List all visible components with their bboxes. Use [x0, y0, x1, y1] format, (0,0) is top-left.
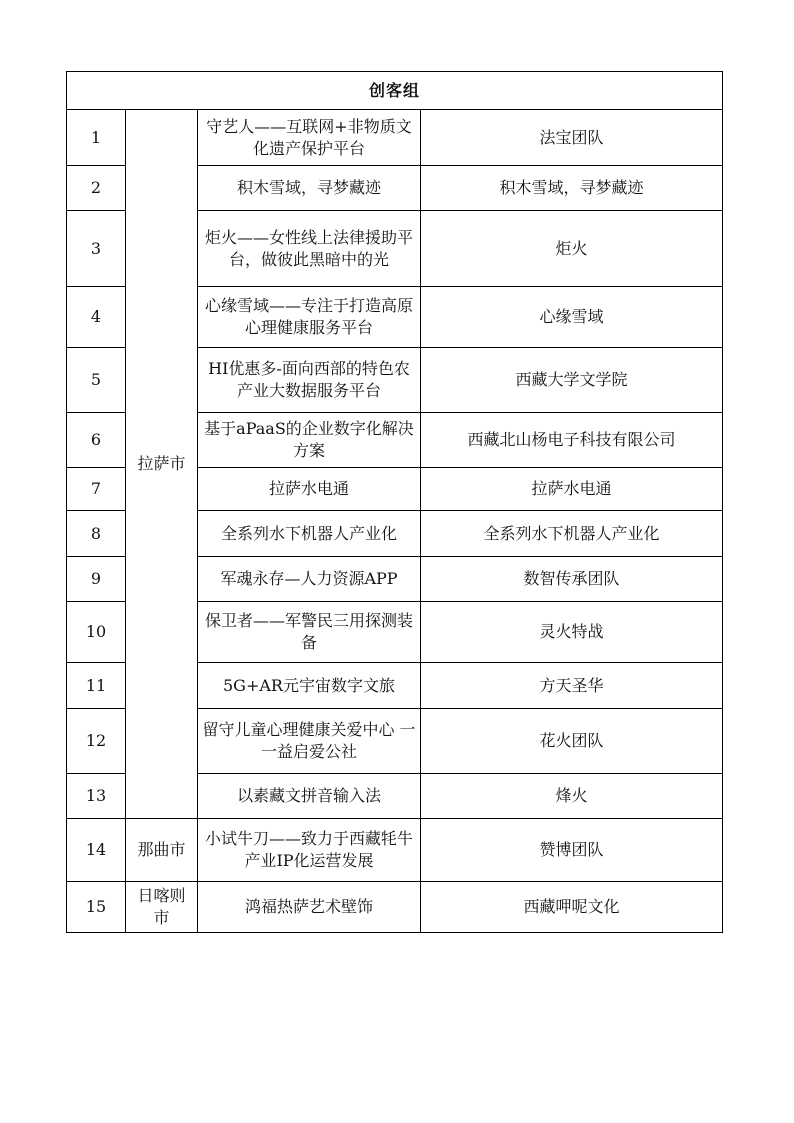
team-name: 西藏大学文学院: [421, 348, 723, 413]
project-name: 保卫者——军警民三用探测装备: [198, 602, 421, 663]
project-name: 积木雪域，寻梦藏迹: [198, 166, 421, 211]
project-name: 心缘雪域——专注于打造高原心理健康服务平台: [198, 287, 421, 348]
city-cell-naqu: 那曲市: [126, 819, 198, 882]
table-title: 创客组: [67, 72, 723, 110]
team-name: 赞博团队: [421, 819, 723, 882]
team-name: 数智传承团队: [421, 557, 723, 602]
project-name: HI优惠多-面向西部的特色农产业大数据服务平台: [198, 348, 421, 413]
team-name: 烽火: [421, 774, 723, 819]
row-number: 12: [67, 709, 126, 774]
row-number: 6: [67, 413, 126, 468]
row-number: 14: [67, 819, 126, 882]
project-name: 守艺人——互联网+非物质文化遗产保护平台: [198, 110, 421, 166]
row-number: 7: [67, 468, 126, 511]
team-name: 灵火特战: [421, 602, 723, 663]
row-number: 9: [67, 557, 126, 602]
row-number: 3: [67, 211, 126, 287]
project-name: 以素藏文拼音输入法: [198, 774, 421, 819]
team-name: 炬火: [421, 211, 723, 287]
project-name: 全系列水下机器人产业化: [198, 511, 421, 557]
row-number: 8: [67, 511, 126, 557]
team-name: 花火团队: [421, 709, 723, 774]
project-name: 炬火——女性线上法律援助平台，做彼此黑暗中的光: [198, 211, 421, 287]
row-number: 15: [67, 882, 126, 933]
team-name: 法宝团队: [421, 110, 723, 166]
row-number: 5: [67, 348, 126, 413]
table-title-row: [67, 72, 723, 110]
table-row: [67, 110, 723, 166]
project-name: 5G+AR元宇宙数字文旅: [198, 663, 421, 709]
row-number: 2: [67, 166, 126, 211]
team-name: 西藏北山杨电子科技有限公司: [421, 413, 723, 468]
row-number: 10: [67, 602, 126, 663]
project-name: 拉萨水电通: [198, 468, 421, 511]
row-number: 4: [67, 287, 126, 348]
project-name: 基于aPaaS的企业数字化解决方案: [198, 413, 421, 468]
team-name: 方天圣华: [421, 663, 723, 709]
maker-group-table: [66, 71, 723, 933]
row-number: 1: [67, 110, 126, 166]
city-cell-lasa: 拉萨市: [126, 110, 198, 819]
city-cell-rikaze: 日喀则市: [126, 882, 198, 933]
row-number: 13: [67, 774, 126, 819]
project-name: 小试牛刀——致力于西藏牦牛产业IP化运营发展: [198, 819, 421, 882]
team-name: 心缘雪域: [421, 287, 723, 348]
team-name: 西藏呷呢文化: [421, 882, 723, 933]
row-number: 11: [67, 663, 126, 709]
project-name: 鸿福热萨艺术壁饰: [198, 882, 421, 933]
team-name: 积木雪域，寻梦藏迹: [421, 166, 723, 211]
team-name: 拉萨水电通: [421, 468, 723, 511]
table-row: [67, 819, 723, 882]
table-row: [67, 882, 723, 933]
project-name: 军魂永存—人力资源APP: [198, 557, 421, 602]
team-name: 全系列水下机器人产业化: [421, 511, 723, 557]
project-name: 留守儿童心理健康关爱中心 一一益启爱公社: [198, 709, 421, 774]
